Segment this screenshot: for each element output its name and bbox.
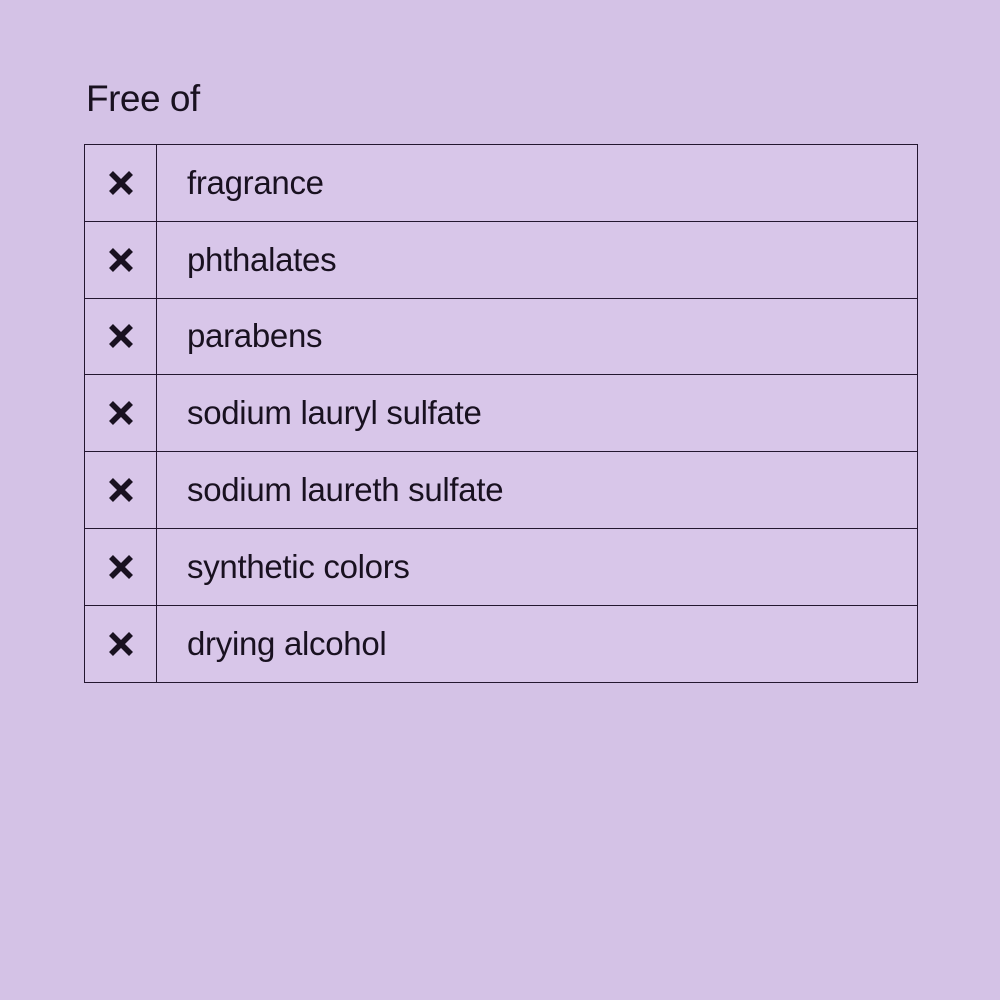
table-row [85,221,918,298]
table-row [85,605,918,682]
cross-cell [85,145,157,222]
table-row [85,452,918,529]
table-row [85,298,918,375]
ingredient-label: sodium laureth sulfate [157,452,918,529]
cross-icon [107,630,135,658]
table-row [85,375,918,452]
cross-cell [85,605,157,682]
ingredient-label: drying alcohol [157,605,918,682]
cross-icon [107,399,135,427]
cross-icon [107,169,135,197]
cross-cell [85,452,157,529]
ingredient-label: sodium lauryl sulfate [157,375,918,452]
ingredient-label: phthalates [157,221,918,298]
ingredient-label: fragrance [157,145,918,222]
free-of-table [84,144,918,683]
cross-cell [85,298,157,375]
cross-cell [85,528,157,605]
ingredient-label: parabens [157,298,918,375]
cross-icon [107,476,135,504]
table-row [85,528,918,605]
cross-icon [107,246,135,274]
cross-icon [107,322,135,350]
page-title: Free of [86,78,200,119]
table-row [85,145,918,222]
ingredient-label: synthetic colors [157,528,918,605]
cross-cell [85,221,157,298]
cross-icon [107,553,135,581]
cross-cell [85,375,157,452]
